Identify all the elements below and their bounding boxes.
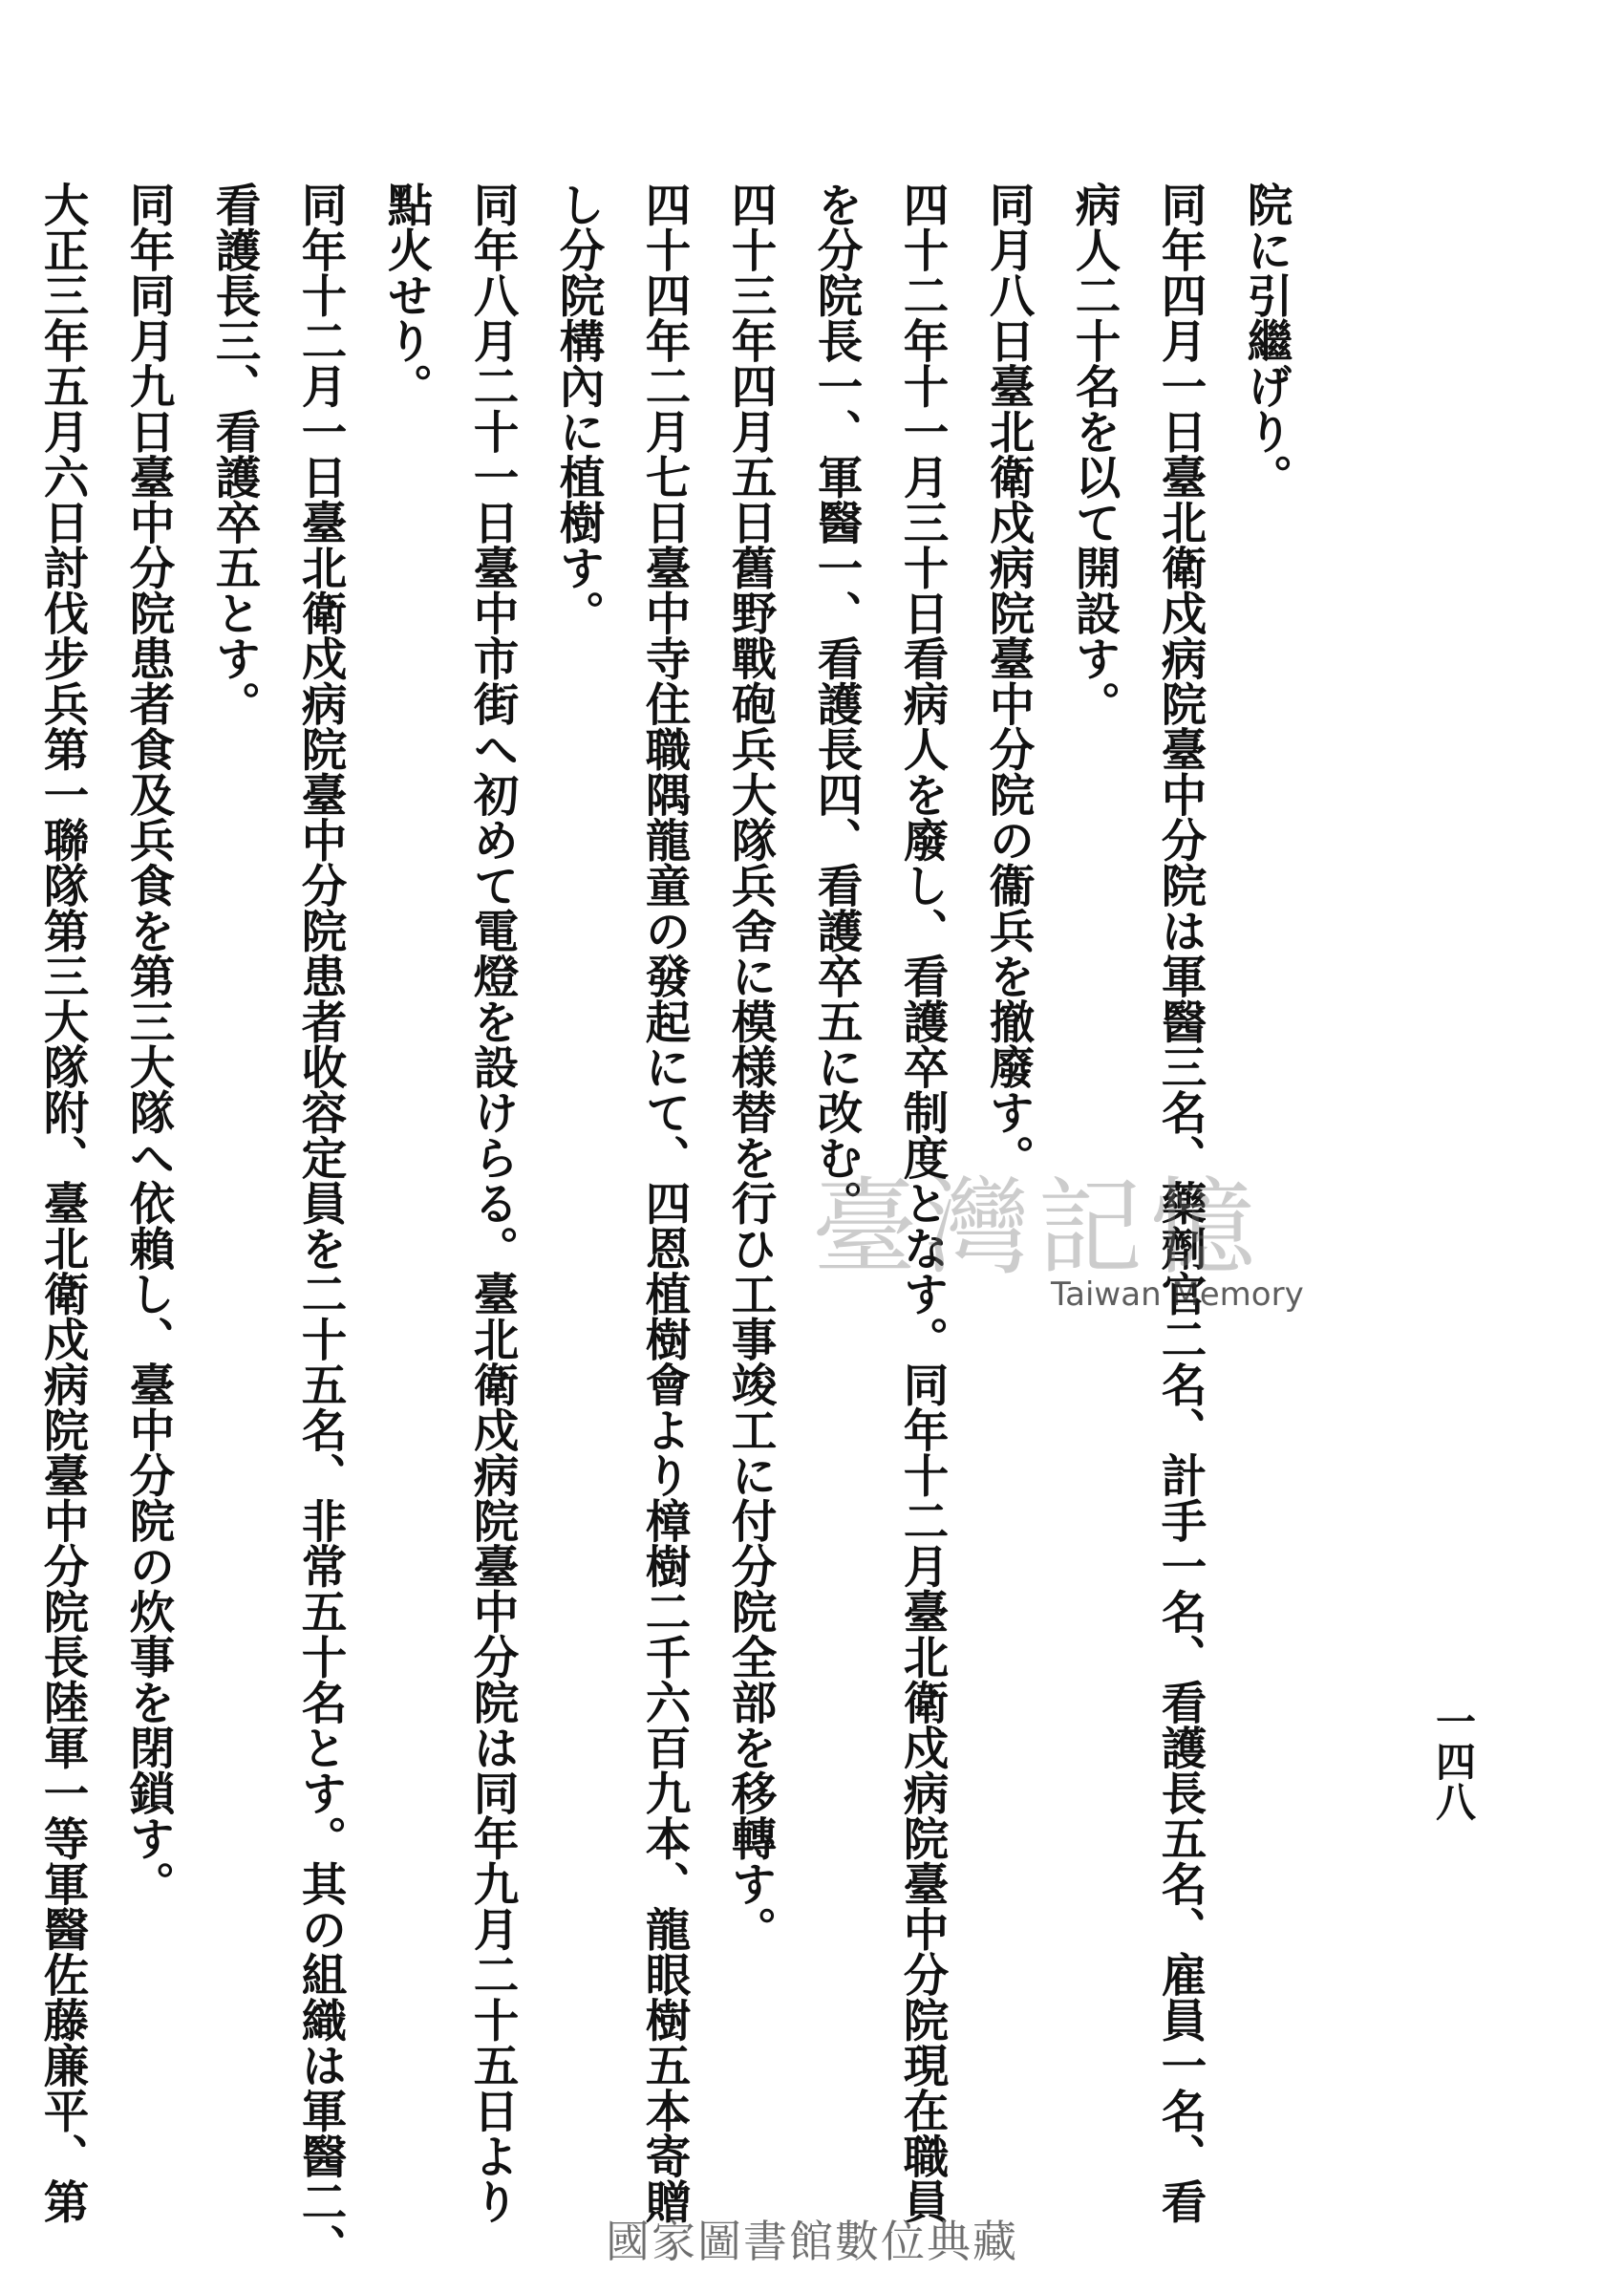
- text-line: 點火せり。: [379, 182, 433, 409]
- text-line: を分院長一、軍醫一、看護長四、看護卒五に改む。: [809, 182, 863, 1226]
- page-number: 一四八: [1430, 1701, 1477, 1821]
- text-line: 大正三年五月六日討伐步兵第一聯隊第三大隊附、臺北衛戍病院臺中分院長陸軍一等軍醫佐藤廉平、第: [35, 182, 89, 2224]
- text-line: 院に引繼げり。: [1239, 182, 1293, 500]
- text-line: し分院構內に植樹す。: [551, 182, 605, 635]
- text-line: 四十三年四月五日舊野戰砲兵大隊兵舍に模様替を行ひ工事竣工に付分院全部を移轉す。: [723, 182, 777, 1952]
- text-line: 同月八日臺北衛戍病院臺中分院の衞兵を撤廢す。: [981, 182, 1035, 1180]
- text-line: 看護長三、看護卒五とす。: [207, 182, 261, 726]
- text-line: 同年十二月一日臺北衛戍病院臺中分院患者收容定員を二十五名、非常五十名とす。其の組織は軍醫二、: [293, 182, 347, 2269]
- watermark-english-text: Taiwan Memory: [1051, 1275, 1304, 1314]
- text-line: 四十四年二月七日臺中寺住職隅龍童の發起にて、四恩植樹會より樟樹二千六百九本、龍眼樹五本寄贈: [637, 182, 691, 2224]
- text-line: 同年同月九日臺中分院患者食及兵食を第三大隊へ依賴し、臺中分院の炊事を閉鎖す。: [121, 182, 175, 1906]
- text-line: 同年四月一日臺北衛戍病院臺中分院は軍醫三名、藥劑官二名、計手一名、看護長五名、雇員一名、看: [1153, 182, 1207, 2224]
- text-line: 四十二年十一月三十日看病人を廢し、看護卒制度となす。同年十二月臺北衛戍病院臺中分院現在職員: [895, 182, 949, 2224]
- text-line: 病人二十名を以て開設す。: [1067, 182, 1121, 726]
- watermark-cjk-text: 臺灣記憶: [812, 1167, 1263, 1289]
- text-line: 同年八月二十一日臺中市街へ初めて電燈を設けらる。臺北衛戍病院臺中分院は同年九月二十五日より: [465, 182, 519, 2224]
- footer-credit: 國家圖書館數位典藏: [606, 2216, 1018, 2267]
